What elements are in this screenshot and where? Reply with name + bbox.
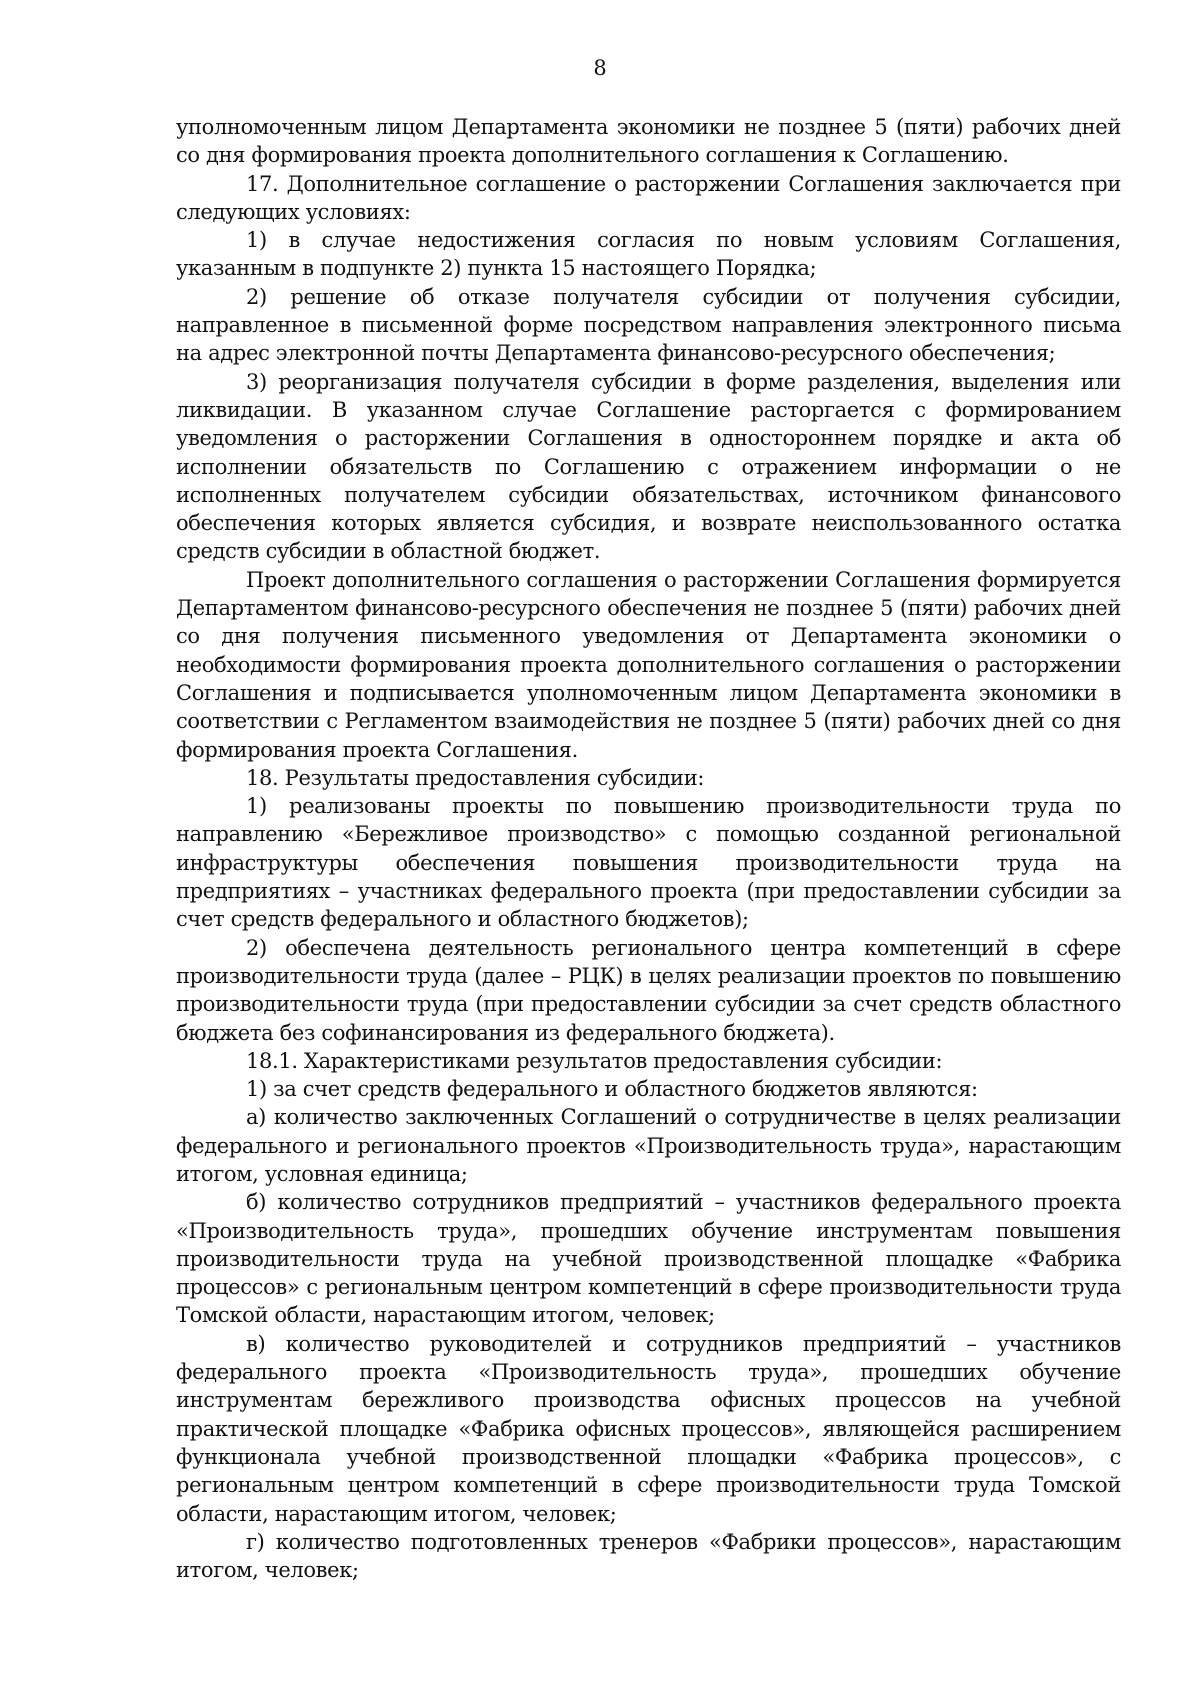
paragraph-18-1-item-1: 1) за счет средств федерального и областного бюджетов являются: — [246, 1077, 978, 1102]
paragraph-termination-draft: Проект дополнительного соглашения о расторжении Соглашения формируется Департаментом финансово-ресурсного обеспечения не позднее 5 (пяти) рабочих дней со дня получения письменного уведомления от Департамента экономики о необходимости формирования проекта дополнительного соглашения о расторжении Соглашения и подписывается уполномоченным лицом Департамента экономики в соответствии с Регламентом взаимодействия не позднее 5 (пяти) рабочих дней со дня формирования проекта Соглашения. — [176, 567, 1121, 762]
paragraph-section-17: 17. Дополнительное соглашение о расторжении Соглашения заключается при следующих условиях: — [176, 171, 1121, 224]
paragraph-18-1-subitem-b: б) количество сотрудников предприятий – участников федерального проекта «Производительность труда», прошедших обучение инструментам повышения производительности труда на учебной производственной площадке «Фабрика процессов» с региональным центром компетенций в сфере производительности труда Томской области, нарастающим итогом, человек; — [176, 1190, 1121, 1328]
paragraph-17-item-3: 3) реорганизация получателя субсидии в форме разделения, выделения или ликвидации. В указанном случае Соглашение расторгается с формированием уведомления о расторжении Соглашения в одностороннем порядке и акта об исполнении обязательств по Соглашению с отражением информации о не исполненных получателем субсидии обязательствах, источником финансового обеспечения которых является субсидия, и возврате неиспользованного остатка средств субсидии в областной бюджет. — [176, 369, 1121, 564]
paragraph-section-18: 18. Результаты предоставления субсидии: — [246, 765, 705, 790]
paragraph-18-item-2: 2) обеспечена деятельность регионального центра компетенций в сфере производительности труда (далее – РЦК) в целях реализации проектов по повышению производительности труда (при предоставлении субсидии за счет средств областного бюджета без софинансирования из федерального бюджета). — [176, 935, 1121, 1045]
paragraph-18-1-subitem-g: г) количество подготовленных тренеров «Фабрики процессов», нарастающим итогом, человек; — [176, 1529, 1121, 1583]
paragraph-18-item-1: 1) реализованы проекты по повышению производительности труда по направлению «Бережливое производство» с помощью созданной региональной инфраструктуры обеспечения повышения производительности труда на предприятиях – участниках федерального проекта (при предоставлении субсидии за счет средств федерального и областного бюджетов); — [176, 794, 1121, 932]
paragraph-18-1-subitem-a: а) количество заключенных Соглашений о сотрудничестве в целях реализации федерального и регионального проектов «Производительность труда», нарастающим итогом, условная единица; — [176, 1105, 1121, 1186]
paragraph-section-18-1: 18.1. Характеристиками результатов предоставления субсидии: — [246, 1048, 943, 1073]
document-body — [176, 113, 1121, 1584]
paragraph-17-item-2: 2) решение об отказе получателя субсидии от получения субсидии, направленное в письменной форме посредством направления электронного письма на адрес электронной почты Департамента финансово-ресурсного обеспечения; — [176, 284, 1121, 366]
paragraph-continuation: уполномоченным лицом Департамента экономики не позднее 5 (пяти) рабочих дней со дня формирования проекта дополнительного соглашения к Соглашению. — [176, 115, 1121, 168]
paragraph-17-item-1: 1) в случае недостижения согласия по новым условиям Соглашения, указанным в подпункте 2) пункта 15 настоящего Порядка; — [176, 228, 1121, 281]
page-number: 8 — [593, 56, 607, 80]
paragraph-18-1-subitem-v: в) количество руководителей и сотрудников предприятий – участников федерального проекта «Производительность труда», прошедших обучение инструментам бережливого производства офисных процессов на учебной практической площадке «Фабрика офисных процессов», являющейся расширением функционала учебной производственной площадки «Фабрика процессов», с региональным центром компетенций в сфере производительности труда Томской области, нарастающим итогом, человек; — [176, 1331, 1121, 1526]
